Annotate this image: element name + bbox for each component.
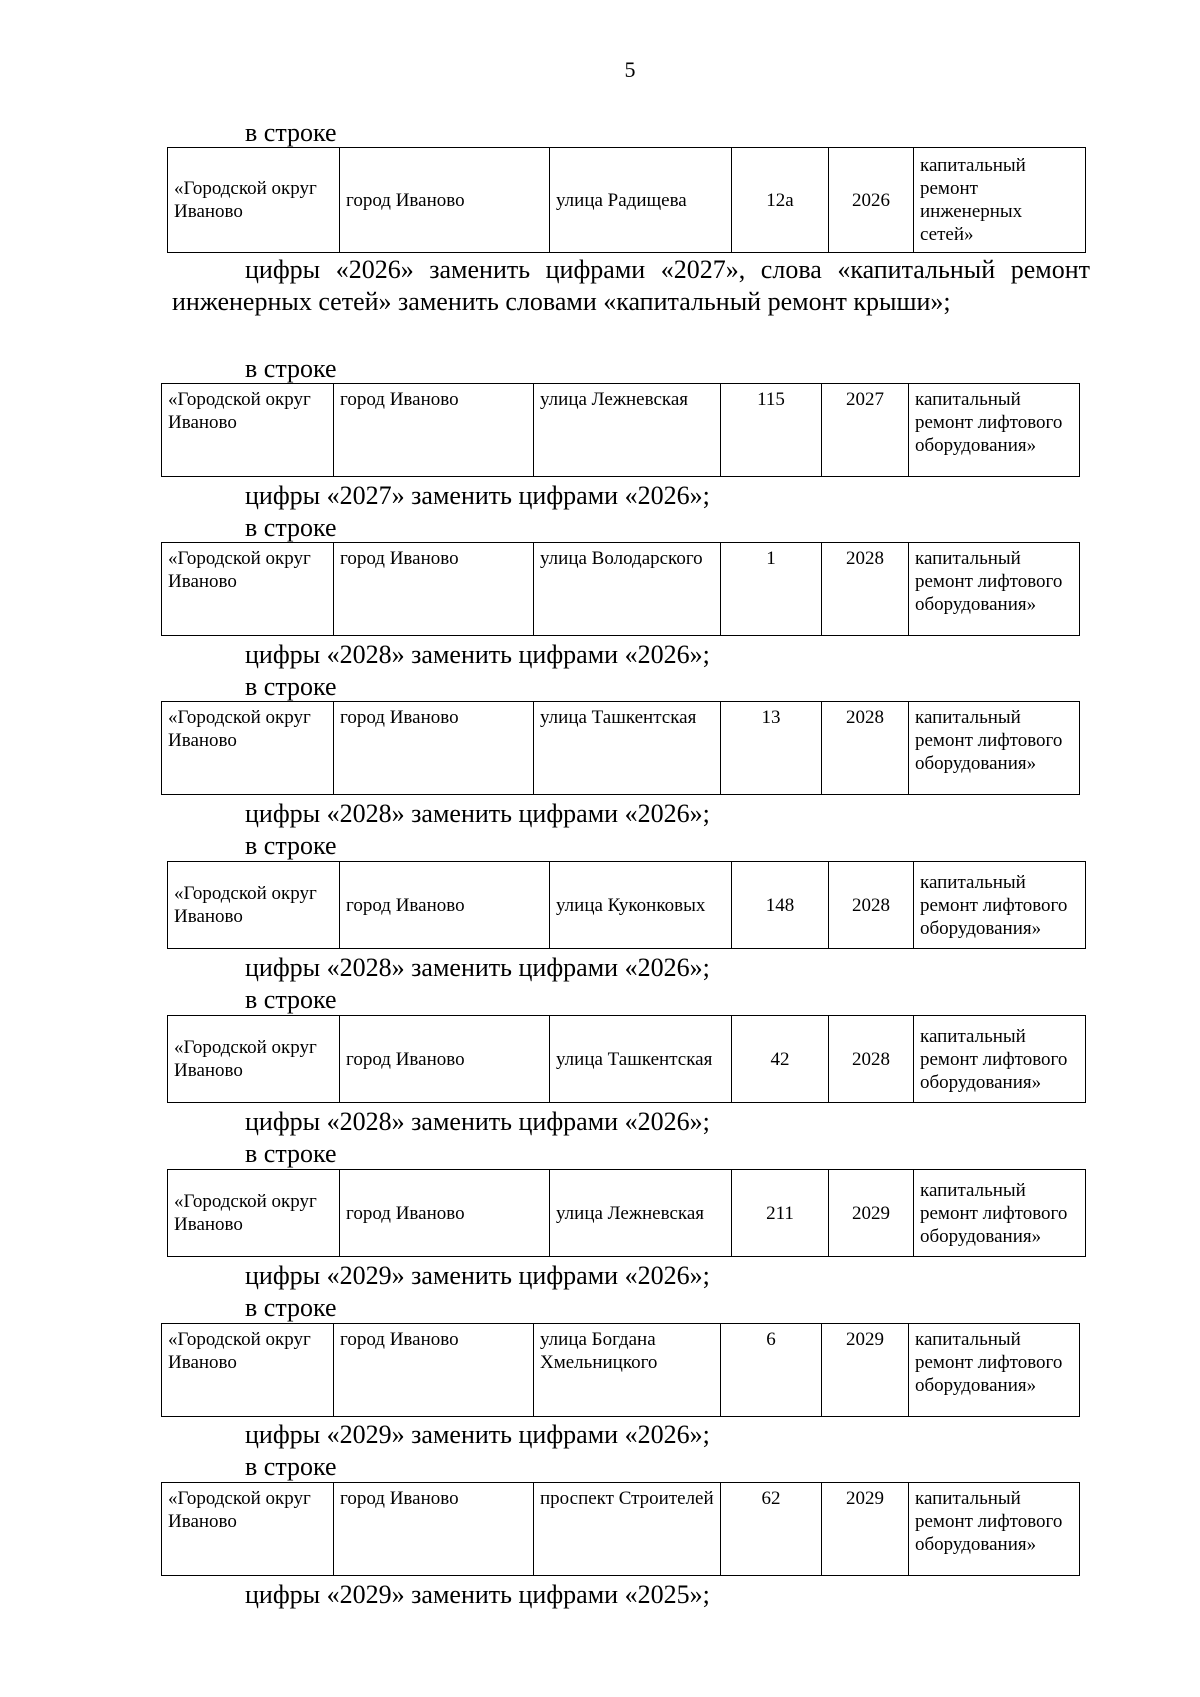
amendment-row-table (161, 1482, 1080, 1576)
house-number-cell: 211 (732, 1170, 829, 1257)
lead-text: в строке (245, 1452, 337, 1481)
street-cell: улица Володарского (534, 543, 721, 636)
house-number-cell: 13 (721, 702, 822, 795)
amendment-instruction: цифры «2027» заменить цифрами «2026»; (245, 481, 710, 510)
lead-text: в строке (245, 513, 337, 542)
table-row (168, 1016, 1086, 1103)
street-cell: улица Лежневская (550, 1170, 732, 1257)
city-cell: город Иваново (334, 543, 534, 636)
amendment-row-table (167, 1169, 1086, 1257)
house-number-cell: 115 (721, 384, 822, 477)
table-row (168, 148, 1086, 253)
table-row (162, 384, 1080, 477)
lead-text: в строке (245, 672, 337, 701)
table-row (162, 543, 1080, 636)
amendment-row-table (161, 701, 1080, 795)
amendment-row-table (161, 1323, 1080, 1417)
work-type-cell: капитальный ремонт лифтового оборудования» (914, 1170, 1086, 1257)
work-type-cell: капитальный ремонт лифтового оборудования» (909, 1324, 1080, 1417)
table-row (168, 1170, 1086, 1257)
house-number-cell: 42 (732, 1016, 829, 1103)
city-cell: город Иваново (340, 862, 550, 949)
page-number: 5 (624, 57, 636, 82)
municipality-cell: «Городской округ Иваново (162, 384, 334, 477)
street-cell: улица Богдана Хмельницкого (534, 1324, 721, 1417)
house-number-cell: 12а (732, 148, 829, 253)
table-row (162, 702, 1080, 795)
municipality-cell: «Городской округ Иваново (168, 1170, 340, 1257)
municipality-cell: «Городской округ Иваново (162, 702, 334, 795)
house-number-cell: 62 (721, 1483, 822, 1576)
table-row (162, 1324, 1080, 1417)
amendment-row-table (167, 861, 1086, 949)
amendment-row-table (167, 147, 1086, 253)
municipality-cell: «Городской округ Иваново (162, 543, 334, 636)
table-row (168, 862, 1086, 949)
amendment-row-table (161, 383, 1080, 477)
amendment-instruction: цифры «2029» заменить цифрами «2025»; (245, 1580, 710, 1609)
city-cell: город Иваново (334, 384, 534, 477)
house-number-cell: 148 (732, 862, 829, 949)
municipality-cell: «Городской округ Иваново (168, 1016, 340, 1103)
lead-text: в строке (245, 1139, 337, 1168)
amendment-instruction: цифры «2028» заменить цифрами «2026»; (245, 799, 710, 828)
year-cell: 2026 (829, 148, 914, 253)
amendment-row-table (161, 542, 1080, 636)
work-type-cell: капитальный ремонт лифтового оборудования» (914, 862, 1086, 949)
municipality-cell: «Городской округ Иваново (168, 148, 340, 253)
year-cell: 2028 (822, 543, 909, 636)
year-cell: 2029 (822, 1324, 909, 1417)
city-cell: город Иваново (334, 1483, 534, 1576)
lead-text: в строке (245, 354, 337, 383)
house-number-cell: 6 (721, 1324, 822, 1417)
amendment-instruction: цифры «2026» заменить цифрами «2027», слова «капитальный ремонт инженерных сетей» заменить словами «капитальный ремонт крыши»; (172, 255, 1090, 316)
house-number-cell: 1 (721, 543, 822, 636)
amendment-instruction: цифры «2028» заменить цифрами «2026»; (245, 953, 710, 982)
street-cell: улица Куконковых (550, 862, 732, 949)
lead-text: в строке (245, 1293, 337, 1322)
work-type-cell: капитальный ремонт лифтового оборудования» (909, 384, 1080, 477)
city-cell: город Иваново (340, 1016, 550, 1103)
city-cell: город Иваново (334, 702, 534, 795)
street-cell: улица Лежневская (534, 384, 721, 477)
city-cell: город Иваново (334, 1324, 534, 1417)
street-cell: улица Ташкентская (550, 1016, 732, 1103)
year-cell: 2029 (829, 1170, 914, 1257)
municipality-cell: «Городской округ Иваново (162, 1483, 334, 1576)
amendment-instruction: цифры «2029» заменить цифрами «2026»; (245, 1420, 710, 1449)
year-cell: 2027 (822, 384, 909, 477)
work-type-cell: капитальный ремонт лифтового оборудования» (909, 702, 1080, 795)
lead-text: в строке (245, 831, 337, 860)
amendment-row-table (167, 1015, 1086, 1103)
street-cell: улица Ташкентская (534, 702, 721, 795)
work-type-cell: капитальный ремонт лифтового оборудования» (909, 543, 1080, 636)
table-row (162, 1483, 1080, 1576)
year-cell: 2028 (822, 702, 909, 795)
amendment-instruction: цифры «2029» заменить цифрами «2026»; (245, 1261, 710, 1290)
street-cell: улица Радищева (550, 148, 732, 253)
year-cell: 2028 (829, 1016, 914, 1103)
city-cell: город Иваново (340, 1170, 550, 1257)
work-type-cell: капитальный ремонт инженерных сетей» (914, 148, 1086, 253)
work-type-cell: капитальный ремонт лифтового оборудования» (914, 1016, 1086, 1103)
year-cell: 2028 (829, 862, 914, 949)
lead-text: в строке (245, 118, 337, 147)
lead-text: в строке (245, 985, 337, 1014)
amendment-instruction: цифры «2028» заменить цифрами «2026»; (245, 640, 710, 669)
municipality-cell: «Городской округ Иваново (162, 1324, 334, 1417)
year-cell: 2029 (822, 1483, 909, 1576)
work-type-cell: капитальный ремонт лифтового оборудования» (909, 1483, 1080, 1576)
city-cell: город Иваново (340, 148, 550, 253)
municipality-cell: «Городской округ Иваново (168, 862, 340, 949)
amendment-instruction: цифры «2028» заменить цифрами «2026»; (245, 1107, 710, 1136)
street-cell: проспект Строителей (534, 1483, 721, 1576)
